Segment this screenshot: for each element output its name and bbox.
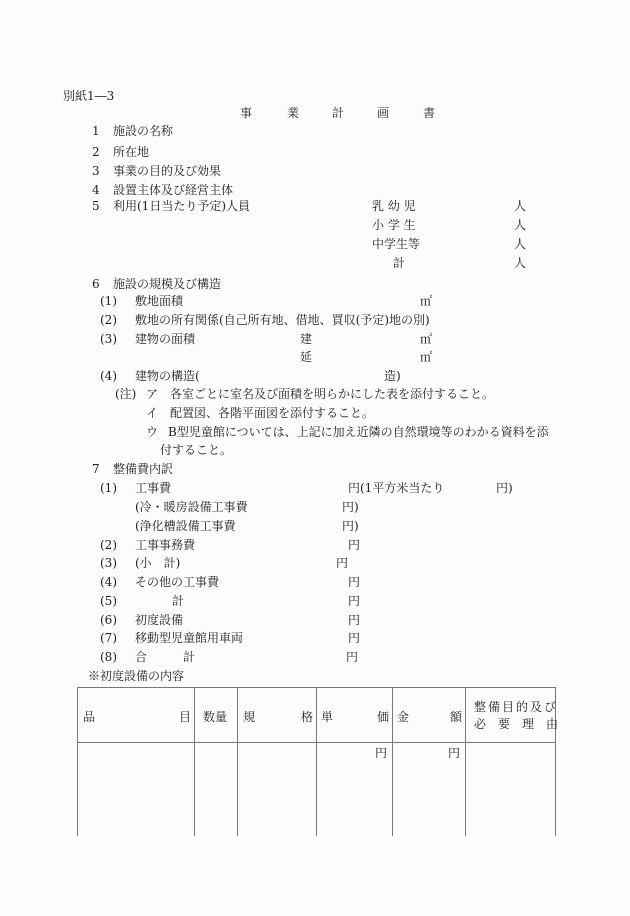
section-label: 利用(1日当たり予定)人員 <box>113 199 250 213</box>
section-label: 事業の目的及び効果 <box>113 164 222 178</box>
item-label: 計 <box>172 594 185 608</box>
area-sub-label: 延 <box>300 350 313 364</box>
header-item: 目 <box>179 710 192 724</box>
unit-label: 人 <box>514 199 527 213</box>
header-spec: 格 <box>301 710 314 724</box>
item-label: 初度設備 <box>135 613 184 627</box>
item-num: (6) <box>100 613 117 627</box>
note-text: 配置図、各階平面図を添付すること。 <box>170 406 375 420</box>
header-spec: 規 <box>243 710 256 724</box>
section-num: 3 <box>92 164 100 178</box>
unit-label: 人 <box>514 218 527 232</box>
unit-label: ㎡ <box>420 332 433 346</box>
user-category: 乳 幼 児 <box>372 199 416 213</box>
section-num: 1 <box>92 124 100 138</box>
item-label: (冷・暖房設備工事費 <box>135 500 248 514</box>
item-num: (7) <box>100 631 117 645</box>
column-divider <box>316 687 317 836</box>
item-label: 工事事務費 <box>135 538 196 552</box>
section-num: 4 <box>92 183 100 197</box>
section-label: 施設の名称 <box>113 124 174 138</box>
unit-label: 円 <box>348 538 361 552</box>
per-sqm-label: (1平方米当たり <box>360 481 445 495</box>
title-char: 画 <box>377 106 390 120</box>
item-num: (1) <box>100 294 117 308</box>
unit-label: 円 <box>346 650 359 664</box>
note-text: 各室ごとに室名及び面積を明らかにした表を添付すること。 <box>170 387 495 401</box>
unit-label: 人 <box>514 256 527 270</box>
item-num: (2) <box>100 538 117 552</box>
item-label: (浄化槽設備工事費 <box>135 519 236 533</box>
user-category-total: 計 <box>393 256 406 270</box>
equipment-caption: ※初度設備の内容 <box>88 669 185 683</box>
header-item: 品 <box>83 710 96 724</box>
unit-label: 円) <box>496 481 513 495</box>
note-mark: ウ <box>146 425 159 439</box>
item-label: 工事費 <box>135 481 172 495</box>
column-divider <box>194 687 195 836</box>
item-num: (4) <box>100 575 117 589</box>
column-divider <box>237 687 238 836</box>
header-reason: 必 要 理 由 <box>474 717 559 731</box>
item-num: (2) <box>100 313 117 327</box>
notes-head: (注) <box>115 387 137 401</box>
user-category: 小 学 生 <box>372 218 416 232</box>
item-num: (4) <box>100 369 117 383</box>
item-label: (小 計) <box>135 556 181 570</box>
amount-unit: 円 <box>448 746 461 760</box>
note-mark: ア <box>146 387 159 401</box>
unit-label: 人 <box>514 237 527 251</box>
item-num: (5) <box>100 594 117 608</box>
item-suffix: 造) <box>384 369 401 383</box>
item-label: その他の工事費 <box>135 575 220 589</box>
unit-label: 円 <box>348 594 361 608</box>
header-reason: 整備目的及び <box>474 700 559 714</box>
item-label: 敷地面積 <box>135 294 184 308</box>
note-text: B型児童館については、上記に加え近隣の自然環境等のわかる資料を添 <box>168 425 549 439</box>
item-label: 敷地の所有関係(自己所有地、借地、買収(予定)地の別) <box>135 313 430 327</box>
header-price: 単 <box>321 710 334 724</box>
header-price: 価 <box>377 710 390 724</box>
table-border <box>77 687 78 836</box>
section-num: 6 <box>92 277 100 291</box>
unit-label: 円) <box>342 500 359 514</box>
note-text-cont: 付すること。 <box>160 443 233 457</box>
unit-label: 円 <box>348 481 361 495</box>
user-category: 中学生等 <box>372 237 421 251</box>
area-sub-label: 建 <box>300 332 313 346</box>
item-label: 移動型児童館用車両 <box>135 631 244 645</box>
header-amount: 金 <box>397 710 410 724</box>
unit-label: ㎡ <box>420 350 433 364</box>
section-num: 7 <box>92 462 100 476</box>
section-num: 5 <box>92 199 100 213</box>
unit-label: 円 <box>336 556 349 570</box>
item-num: (3) <box>100 556 117 570</box>
header-amount: 額 <box>450 710 463 724</box>
section-label: 所在地 <box>113 145 150 159</box>
form-id: 別紙1―3 <box>63 89 115 103</box>
unit-label: ㎡ <box>420 294 433 308</box>
unit-label: 円 <box>348 631 361 645</box>
section-label: 設置主体及び経営主体 <box>113 183 234 197</box>
unit-label: 円 <box>348 613 361 627</box>
title-char: 業 <box>287 106 300 120</box>
title-char: 事 <box>240 106 253 120</box>
item-num: (1) <box>100 481 117 495</box>
title-char: 書 <box>423 106 436 120</box>
item-num: (3) <box>100 332 117 346</box>
column-divider <box>392 687 393 836</box>
column-divider <box>465 687 466 836</box>
unit-label: 円 <box>348 575 361 589</box>
section-num: 2 <box>92 145 100 159</box>
section-label: 施設の規模及び構造 <box>113 277 222 291</box>
equipment-table <box>77 687 559 836</box>
price-unit: 円 <box>375 746 388 760</box>
title-char: 計 <box>332 106 345 120</box>
item-num: (8) <box>100 650 117 664</box>
item-label: 建物の構造( <box>135 369 200 383</box>
note-mark: イ <box>146 406 159 420</box>
unit-label: 円) <box>342 519 359 533</box>
item-label: 合 計 <box>135 650 196 664</box>
item-label: 建物の面積 <box>135 332 196 346</box>
section-label: 整備費内訳 <box>113 462 174 476</box>
header-qty: 数量 <box>203 710 228 724</box>
